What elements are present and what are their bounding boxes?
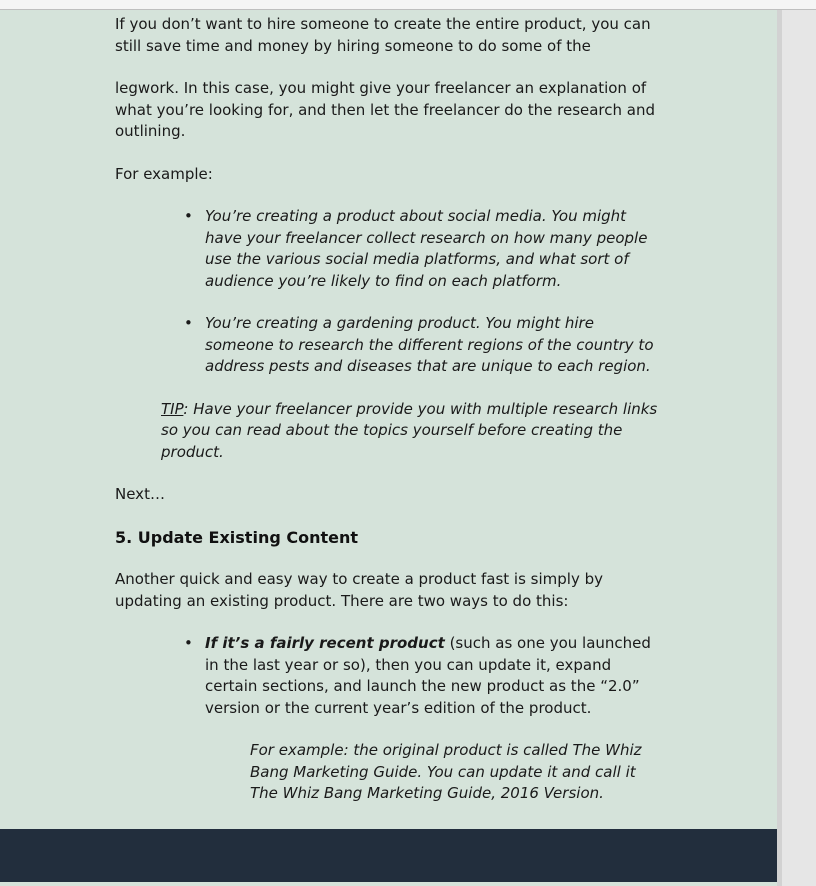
top-chrome-strip [0, 0, 816, 10]
page-edge-shadow [777, 10, 782, 886]
footer-bar [0, 829, 777, 882]
for-example-label: For example: [115, 164, 213, 183]
list-item [205, 313, 661, 378]
bullet-text-social-media: You’re creating a product about social media. You might have your freelancer collect research on how many people use the various social media platforms, and what sort of audience you’re likely to find on each platform. [205, 207, 648, 290]
update-bullet-rest: (such as one you launched in the last year or so), then you can update it, expand certain sections, and launch the new product as the “2.0” version or the current year’s edition of the product. [205, 634, 651, 717]
update-bullet-list [115, 633, 661, 719]
tip-text: : Have your freelancer provide you with multiple research links so you can read about the topics yourself before creating the product. [161, 399, 658, 461]
intro-paragraph-2: legwork. In this case, you might give your freelancer an explanation of what you’re looking for, and then let the freelancer do the research and outlining. [115, 79, 656, 140]
section-heading: 5. Update Existing Content [115, 527, 359, 547]
viewer-background [777, 10, 816, 886]
next-label: Next… [115, 485, 165, 503]
update-example-paragraph: For example: the original product is called The Whiz Bang Marketing Guide. You can update it and call it The Whiz Bang Marketing Guide, 2016 Version. [250, 741, 642, 802]
update-bullet-lead: If it’s a fairly recent product [205, 634, 445, 652]
example-bullet-list [115, 206, 661, 378]
list-item [205, 206, 661, 292]
document-content [115, 14, 661, 826]
document-page [0, 10, 777, 886]
bullet-text-gardening: You’re creating a gardening product. You might hire someone to research the different regions of the country to address pests and diseases that are unique to each region. [205, 314, 654, 375]
list-item [205, 633, 661, 719]
intro-paragraph-1: If you don’t want to hire someone to create the entire product, you can still save time and money by hiring someone to do some of the [115, 15, 651, 55]
section-intro-paragraph: Another quick and easy way to create a product fast is simply by updating an existing product. There are two ways to do this: [115, 570, 604, 610]
tip-paragraph [161, 399, 661, 464]
tip-label: TIP [161, 399, 184, 418]
